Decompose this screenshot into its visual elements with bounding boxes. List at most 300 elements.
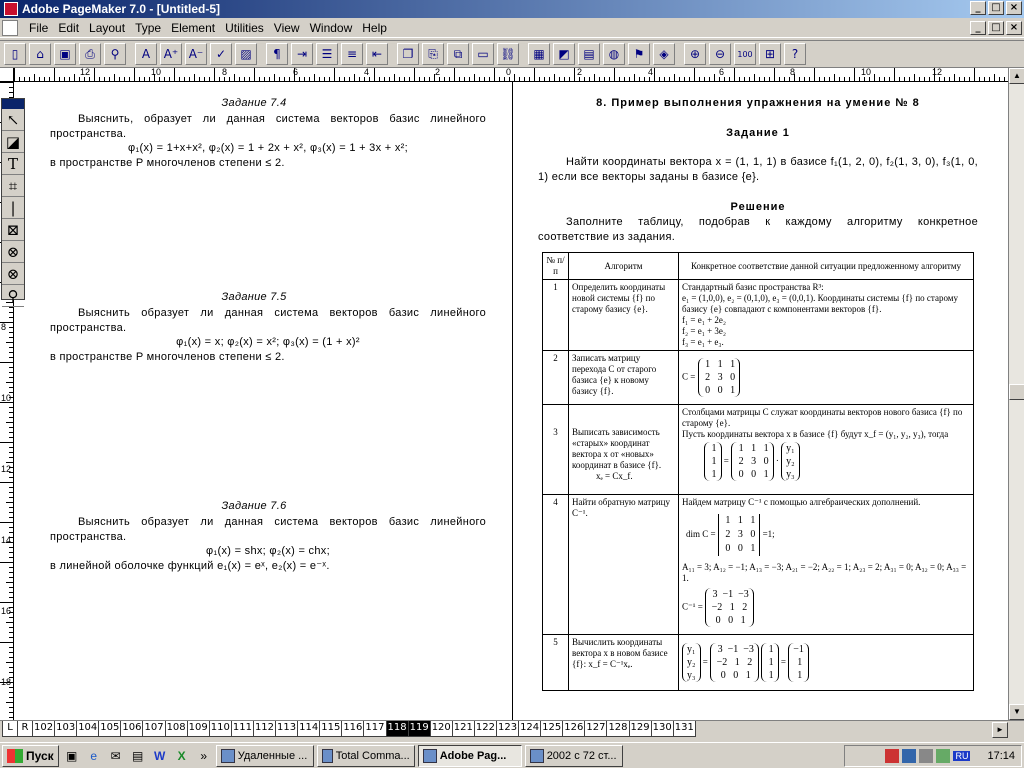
line-tool-icon[interactable]: | — [2, 197, 24, 219]
ruler-label: 2 — [435, 68, 441, 77]
ruler-tick — [9, 657, 13, 658]
numbering-icon[interactable]: ≡ — [341, 43, 363, 65]
menu-type[interactable]: Type — [135, 20, 162, 35]
page-tab[interactable]: 116 — [341, 721, 364, 737]
matrix-label: C = — [682, 371, 696, 382]
ruler-tick — [889, 77, 890, 81]
ruler-tick — [579, 77, 580, 81]
task-7-5-body: Выяснить образует ли данная система векторов базис линейного пространства. — [50, 307, 486, 334]
page-tab[interactable]: 118 — [386, 721, 409, 737]
ruler-tick — [334, 68, 335, 81]
equals-sign: = — [702, 656, 708, 667]
ruler-tick — [9, 87, 13, 88]
matrix-row: 1 — [766, 670, 774, 681]
page-tab[interactable]: 122 — [474, 721, 497, 737]
ruler-tick — [9, 547, 13, 548]
ruler-tick — [9, 492, 13, 493]
ruler-tick — [9, 637, 13, 638]
ruler-tick — [44, 77, 45, 81]
page-tab[interactable]: 126 — [562, 721, 585, 737]
ruler-tick — [9, 412, 13, 413]
ruler-tick — [879, 77, 880, 81]
ruler-tick — [9, 417, 13, 418]
frame-icon[interactable]: ▭ — [472, 43, 494, 65]
old-coordinates-vector — [761, 643, 779, 682]
master-page-tab-l[interactable]: L — [2, 721, 18, 737]
ruler-tick — [884, 77, 885, 81]
ruler-tick — [309, 77, 310, 81]
page-tab[interactable]: 108 — [165, 721, 188, 737]
copy-icon[interactable]: ❐ — [397, 43, 419, 65]
row-number: 4 — [543, 495, 569, 635]
page-tab[interactable]: 103 — [54, 721, 77, 737]
hyperlink-icon[interactable]: ⚑ — [628, 43, 650, 65]
ruler-tick — [9, 487, 13, 488]
ruler-tick — [9, 332, 13, 333]
ruler-tick — [9, 517, 13, 518]
matrix-row: 1 — [794, 657, 803, 668]
font-size-down-icon[interactable]: A⁻ — [185, 43, 207, 65]
row-number: 1 — [543, 280, 569, 351]
zoom-tool-icon[interactable]: ⚲ — [2, 285, 24, 307]
menu-help[interactable]: Help — [362, 20, 387, 35]
page-tab[interactable]: 115 — [319, 721, 342, 737]
ruler-tick — [634, 74, 635, 81]
ruler-tick — [194, 74, 195, 81]
zoom-out-icon[interactable]: ⊖ — [709, 43, 731, 65]
ruler-tick — [459, 77, 460, 81]
polygon-frame-tool-icon[interactable]: ⊗ — [2, 263, 24, 285]
ruler-tick — [229, 77, 230, 81]
new-icon[interactable]: ▯ — [4, 43, 26, 65]
ruler-tick — [629, 77, 630, 81]
ruler-tick — [724, 77, 725, 81]
ruler-tick — [9, 667, 13, 668]
matrix-row: 1 — [709, 456, 717, 467]
page-tab[interactable]: 111 — [231, 721, 254, 737]
ruler-tick — [9, 352, 13, 353]
system-tray — [844, 745, 1022, 767]
ruler-tick — [144, 77, 145, 81]
page-tab[interactable]: 104 — [76, 721, 99, 737]
ruler-tick — [754, 74, 755, 81]
page-tab[interactable]: 114 — [297, 721, 320, 737]
ruler-tick — [49, 77, 50, 81]
ruler-tick — [9, 717, 13, 718]
ruler-tick — [659, 77, 660, 81]
ruler-tick — [539, 77, 540, 81]
table-row — [543, 635, 974, 691]
pointer-tool-icon[interactable]: ↖ — [2, 109, 24, 131]
ruler-tick — [9, 532, 13, 533]
ruler-tick — [319, 77, 320, 81]
ruler-tick — [589, 77, 590, 81]
ruler-tick — [864, 77, 865, 81]
ruler-tick — [9, 692, 13, 693]
page-tab[interactable]: 112 — [253, 721, 276, 737]
ruler-tick — [149, 77, 150, 81]
volume-icon[interactable] — [919, 749, 933, 763]
horizontal-ruler[interactable] — [14, 68, 1008, 82]
ruler-tick — [759, 77, 760, 81]
ruler-tick — [224, 77, 225, 81]
ruler-tick — [189, 77, 190, 81]
ruler-tick — [244, 77, 245, 81]
ruler-tick — [69, 77, 70, 81]
ruler-label: 10 — [861, 68, 872, 77]
page-tab[interactable]: 128 — [606, 721, 629, 737]
excel-icon[interactable]: X — [177, 748, 186, 763]
page-tabs — [0, 720, 1024, 740]
clock[interactable]: 17:14 — [987, 750, 1015, 762]
document-icon[interactable] — [2, 20, 18, 36]
ruler-tick — [239, 77, 240, 81]
windows-taskbar — [0, 742, 1024, 768]
page-tab[interactable]: 131 — [673, 721, 696, 737]
page-tab[interactable]: 120 — [430, 721, 453, 737]
matrix-row: 0 0 1 — [718, 670, 751, 681]
chart-icon[interactable]: ◩ — [553, 43, 575, 65]
printer-icon[interactable] — [936, 749, 950, 763]
ruler-tick — [994, 74, 995, 81]
tool-palette-title[interactable] — [2, 99, 24, 109]
page-tab[interactable]: 127 — [584, 721, 607, 737]
new-coordinates-vector — [781, 442, 800, 481]
ruler-tick — [499, 77, 500, 81]
ruler-tick — [919, 77, 920, 81]
ruler-tick — [519, 77, 520, 81]
zoom-in-icon[interactable]: ⊕ — [684, 43, 706, 65]
ruler-tick — [264, 77, 265, 81]
old-coordinates-vector — [704, 442, 722, 481]
ruler-tick — [179, 77, 180, 81]
cell-text: f₂ = e₁ + 3e₂ — [682, 326, 727, 336]
page-tab[interactable]: 117 — [363, 721, 386, 737]
task-word[interactable] — [525, 745, 623, 767]
ruler-tick — [509, 77, 510, 81]
menu-window[interactable]: Window — [309, 20, 353, 35]
page-tab[interactable]: 113 — [275, 721, 298, 737]
ruler-tick — [439, 77, 440, 81]
master-page-tab-r[interactable]: R — [17, 721, 33, 737]
pdf-icon[interactable]: ◈ — [653, 43, 675, 65]
ruler-tick — [234, 74, 235, 81]
text-tool-icon[interactable]: T — [2, 153, 24, 175]
doc-maximize-button[interactable]: □ — [988, 21, 1004, 35]
matrix-row: 0 0 1 — [736, 469, 769, 480]
ruler-tick — [9, 712, 13, 713]
solution-text: Заполните таблицу, подобрав к каждому алгоритму конкретное соответствие из задания. — [538, 216, 978, 243]
outlook-icon[interactable]: ✉ — [110, 748, 121, 763]
task-label: 2002 с 72 ст... — [546, 749, 617, 762]
rect-frame-tool-icon[interactable]: ⊠ — [2, 219, 24, 241]
task-total-commander[interactable] — [317, 745, 415, 767]
ruler-tick — [74, 74, 75, 81]
transition-matrix — [698, 358, 741, 397]
ruler-tick — [9, 572, 13, 573]
ruler-tick — [709, 77, 710, 81]
task-7-4-tail: в пространстве P многочленов степени ≤ 2. — [50, 157, 285, 169]
window-title: Adobe PageMaker 7.0 - [Untitled-5] — [22, 2, 221, 16]
ruler-tick — [739, 77, 740, 81]
ruler-tick — [379, 77, 380, 81]
cell-text: Выписать зависимость «старых» координат вектора x от «новых» координат в базисе {f}. — [572, 427, 662, 470]
task-icon — [221, 749, 235, 763]
ruler-tick — [9, 377, 13, 378]
page-tab[interactable]: 129 — [629, 721, 652, 737]
ruler-tick — [444, 77, 445, 81]
language-indicator[interactable]: RU — [955, 751, 969, 761]
fit-window-icon[interactable]: ⊞ — [759, 43, 781, 65]
ruler-tick — [159, 77, 160, 81]
ruler-tick — [419, 77, 420, 81]
vertical-scrollbar[interactable] — [1008, 68, 1024, 720]
ruler-tick — [534, 68, 535, 81]
ruler-tick — [584, 77, 585, 81]
rotate-tool-icon[interactable]: ◪ — [2, 131, 24, 153]
menu-bar — [0, 18, 1024, 38]
matrix-row: 3 −1 −3 — [715, 644, 754, 655]
ruler-tick — [9, 707, 13, 708]
ruler-tick — [9, 432, 13, 433]
menu-utilities[interactable]: Utilities — [225, 20, 264, 35]
page-tab[interactable]: 125 — [540, 721, 563, 737]
ruler-tick — [779, 77, 780, 81]
minimize-button[interactable]: _ — [970, 1, 986, 15]
ruler-tick — [644, 77, 645, 81]
menu-element[interactable]: Element — [171, 20, 216, 35]
fill-icon[interactable]: ▨ — [235, 43, 257, 65]
menu-file[interactable]: File — [29, 20, 49, 35]
task-icon — [322, 749, 333, 763]
paragraph-icon[interactable]: ¶ — [266, 43, 288, 65]
ruler-tick — [959, 77, 960, 81]
paste-icon[interactable]: ⎘ — [422, 43, 444, 65]
table-row — [543, 405, 974, 495]
font-icon[interactable]: A — [135, 43, 157, 65]
ruler-tick — [39, 77, 40, 81]
ruler-tick — [899, 77, 900, 81]
ruler-tick — [134, 68, 135, 81]
ruler-tick — [184, 77, 185, 81]
task-1-title: Задание 1 — [726, 127, 790, 139]
scroll-up-icon[interactable]: ▲ — [1009, 68, 1024, 84]
outdent-icon[interactable]: ⇤ — [366, 43, 388, 65]
scroll-thumb[interactable] — [1009, 384, 1024, 400]
ruler-tick — [869, 77, 870, 81]
font-size-up-icon[interactable]: A⁺ — [160, 43, 182, 65]
ruler-tick — [9, 452, 13, 453]
ruler-tick — [124, 77, 125, 81]
ruler-tick — [9, 427, 13, 428]
matrix-row: 0 0 1 — [713, 615, 746, 626]
ruler-tick — [654, 68, 655, 81]
ruler-tick — [274, 74, 275, 81]
page-tab[interactable]: 105 — [98, 721, 121, 737]
ruler-tick — [24, 77, 25, 81]
page-tab[interactable]: 107 — [142, 721, 165, 737]
ruler-tick — [0, 562, 13, 563]
doc-minimize-button[interactable]: _ — [970, 21, 986, 35]
pagemaker-app-icon[interactable] — [4, 2, 18, 16]
ellipse-frame-tool-icon[interactable]: ⊗ — [2, 241, 24, 263]
ruler-tick — [9, 507, 13, 508]
row-algorithm — [569, 405, 679, 495]
crop-tool-icon[interactable]: ⌗ — [2, 175, 24, 197]
close-button[interactable]: × — [1006, 1, 1022, 15]
menu-view[interactable]: View — [273, 20, 300, 35]
page-tab[interactable]: 121 — [452, 721, 475, 737]
page-tab[interactable]: 110 — [209, 721, 232, 737]
page-tab[interactable]: 123 — [496, 721, 519, 737]
bullets-icon[interactable]: ☰ — [316, 43, 338, 65]
page-tab[interactable]: 109 — [187, 721, 210, 737]
ruler-label: 10 — [1, 393, 12, 403]
insert-object-icon[interactable]: ⧉ — [447, 43, 469, 65]
task-7-5-title: Задание 7.5 — [221, 291, 287, 303]
task-7-4-formula: φ₁(x) = 1+x+x², φ₂(x) = 1 + 2x + x², φ₃(x) = 1 + 3x + x²; — [128, 142, 408, 154]
ruler-tick — [679, 77, 680, 81]
ruler-tick — [719, 77, 720, 81]
ruler-tick — [909, 77, 910, 81]
ruler-tick — [979, 77, 980, 81]
spell-check-icon[interactable]: ✓ — [210, 43, 232, 65]
ruler-tick — [174, 68, 175, 81]
ruler-tick — [924, 77, 925, 81]
matrix-row: −2 1 2 — [711, 602, 748, 613]
ruler-tick — [494, 68, 495, 81]
actual-size-icon[interactable]: 100 — [734, 43, 756, 65]
ruler-tick — [974, 68, 975, 81]
task-7-4-title: Задание 7.4 — [221, 97, 287, 109]
open-icon[interactable]: ⌂ — [29, 43, 51, 65]
ruler-tick — [554, 74, 555, 81]
scroll-down-icon[interactable]: ▼ — [1009, 704, 1024, 720]
task-pagemaker[interactable] — [418, 745, 522, 767]
ruler-tick — [289, 77, 290, 81]
monitor-icon[interactable]: ▤ — [578, 43, 600, 65]
ruler-tick — [9, 497, 13, 498]
ruler-label: 12 — [1, 464, 12, 474]
task-deleted[interactable] — [216, 745, 314, 767]
toolbar — [0, 40, 1024, 68]
ruler-tick — [9, 512, 13, 513]
ruler-tick — [9, 357, 13, 358]
ruler-tick — [6, 382, 13, 383]
ruler-tick — [9, 672, 13, 673]
ruler-tick — [199, 77, 200, 81]
ruler-tick — [9, 597, 13, 598]
inverse-matrix — [705, 588, 754, 627]
ruler-tick — [874, 74, 875, 81]
ruler-tick — [9, 617, 13, 618]
ruler-tick — [9, 527, 13, 528]
page-tab[interactable]: 106 — [120, 721, 143, 737]
inverse-matrix — [710, 643, 759, 682]
ruler-tick — [664, 77, 665, 81]
ruler-tick — [9, 697, 13, 698]
ruler-origin[interactable] — [0, 68, 14, 82]
start-button[interactable] — [2, 745, 59, 767]
menu-layout[interactable]: Layout — [89, 20, 126, 35]
ruler-tick — [0, 482, 13, 483]
ruler-tick — [849, 77, 850, 81]
find-icon[interactable]: ⚲ — [104, 43, 126, 65]
ruler-tick — [464, 77, 465, 81]
show-desktop-icon[interactable]: ▣ — [66, 748, 78, 763]
new-coordinates-vector — [682, 643, 701, 682]
ruler-tick — [9, 317, 13, 318]
quicklaunch-more-icon[interactable]: » — [200, 748, 208, 763]
ruler-tick — [784, 77, 785, 81]
network-icon[interactable] — [902, 749, 916, 763]
page-tab[interactable]: 124 — [518, 721, 541, 737]
ruler-tick — [169, 77, 170, 81]
explorer-icon[interactable]: ▤ — [132, 748, 144, 763]
page-tab[interactable]: 102 — [32, 721, 55, 737]
ruler-tick — [6, 422, 13, 423]
maximize-button[interactable]: □ — [988, 1, 1004, 15]
word-icon[interactable]: W — [154, 748, 166, 763]
image-icon[interactable]: ▦ — [528, 43, 550, 65]
ruler-label: 2 — [577, 68, 583, 77]
ruler-tick — [209, 77, 210, 81]
antivirus-icon[interactable] — [885, 749, 899, 763]
menu-edit[interactable]: Edit — [58, 20, 80, 35]
tabs-scroll-right-icon[interactable]: ► — [992, 722, 1008, 738]
page-tab[interactable]: 119 — [408, 721, 431, 737]
cell-text: f₃ = e₁ + e₃. — [682, 337, 724, 347]
ie-icon[interactable]: e — [90, 748, 98, 763]
link-icon[interactable]: ⛓ — [497, 43, 519, 65]
task-1-text: Найти координаты вектора x = (1, 1, 1) в базисе f₁(1, 2, 0), f₂(1, 3, 0), f₃(1, 0, 1) если все векторы заданы в базисе {e}. — [538, 156, 978, 183]
ruler-tick — [384, 77, 385, 81]
matrix-row: 2 3 0 — [722, 529, 756, 540]
ruler-tick — [814, 68, 815, 81]
ruler-tick — [694, 68, 695, 81]
matrix-row: 0 0 1 — [702, 385, 736, 396]
ruler-tick — [549, 77, 550, 81]
ruler-tick — [374, 68, 375, 81]
ruler-tick — [544, 77, 545, 81]
ruler-tick — [729, 77, 730, 81]
row-algorithm: Вычислить координаты вектора x в новом базисе {f}: x_f = C⁻¹xₑ. — [569, 635, 679, 691]
help-icon[interactable]: ? — [784, 43, 806, 65]
ruler-tick — [399, 77, 400, 81]
save-icon[interactable]: ▣ — [54, 43, 76, 65]
ruler-tick — [689, 77, 690, 81]
inverse-matrix-label: C⁻¹ = — [682, 601, 703, 612]
matrix-row: 1 — [709, 469, 717, 480]
matrix-row: 2 3 0 — [702, 372, 736, 383]
page-tab[interactable]: 130 — [651, 721, 674, 737]
print-icon[interactable]: ⎙ — [79, 43, 101, 65]
transition-matrix — [731, 442, 774, 481]
ruler-tick — [604, 77, 605, 81]
globe-icon[interactable]: ◍ — [603, 43, 625, 65]
ruler-tick — [954, 74, 955, 81]
cell-text: e₁ = (1,0,0), e₂ = (0,1,0), e₃ = (0,0,1). Координаты системы {f} по старому базису {e} совпадают с компонентами векторов {f}. — [682, 293, 958, 314]
indent-icon[interactable]: ⇥ — [291, 43, 313, 65]
ruler-tick — [9, 567, 13, 568]
doc-close-button[interactable]: × — [1006, 21, 1022, 35]
ruler-tick — [9, 557, 13, 558]
determinant-label: dim C = — [686, 529, 716, 540]
ruler-tick — [339, 77, 340, 81]
ruler-label: 18 — [1, 677, 12, 687]
matrix-row: 2 3 0 — [736, 456, 769, 467]
matrix-row: 1 — [766, 644, 774, 655]
